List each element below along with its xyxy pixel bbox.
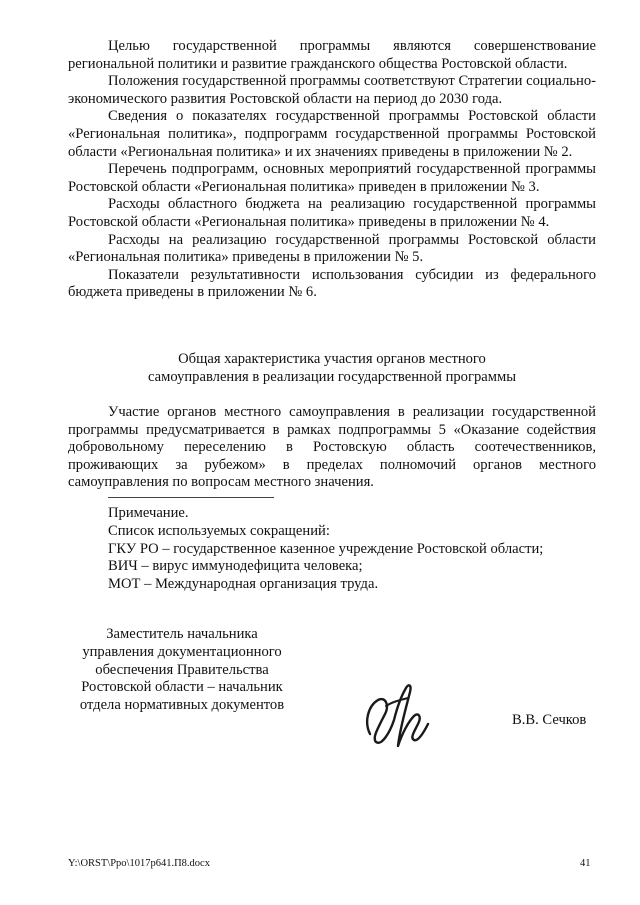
notes-title: Примечание. [108, 505, 189, 521]
page-number: 41 [580, 858, 591, 869]
position-line: Ростовской области – начальник [81, 679, 283, 696]
position-line: обеспечения Правительства [95, 661, 269, 678]
section-body [68, 404, 596, 492]
footer-file-path: Y:\ORST\Ppo\1017p641.П8.docx [68, 858, 210, 869]
position-line: отдела нормативных документов [79, 697, 285, 714]
abbreviations-title: Список используемых сокращений: [108, 522, 330, 539]
paragraph-indicators: Сведения о показателях государственной программы Ростовской области «Региональная политика», подпрограмм государственной программы Ростовской области «Региональная политика» и их значениях приведены в приложении № 2. [68, 108, 596, 160]
abbreviation-item: МОТ – Международная организация труда. [108, 576, 379, 593]
signer-name: В.В. Сечков [512, 712, 587, 728]
paragraph-goal: Целью государственной программы являются совершенствование региональной политики и развитие гражданского общества Ростовской области. [68, 38, 596, 72]
handwritten-signature [356, 676, 442, 752]
paragraph-subprograms: Перечень подпрограмм, основных мероприятий государственной программы Ростовской области «Региональная политика» приведен в приложении № 3. [68, 161, 596, 195]
paragraph-strategy: Положения государственной программы соответствуют Стратегии социально-экономического развития Ростовской области на период до 2030 года. [68, 73, 596, 107]
section-heading-line-2: самоуправления в реализации государственной программы [147, 369, 517, 385]
paragraph-local-government: Участие органов местного самоуправления в реализации государственной программы предусматривается в рамках подпрограммы 5 «Оказание содействия добровольному переселению в Ростовскую область соотечественников, проживающих за рубежом» в пределах полномочий органов местного самоуправления по вопросам местного значения. [68, 404, 596, 491]
signatory-position [54, 626, 310, 715]
paragraph-expenses: Расходы на реализацию государственной программы Ростовской области «Региональная политика» приведены в приложении № 5. [68, 231, 596, 266]
paragraph-subsidy: Показатели результативности использования субсидии из федерального бюджета приведены в приложении № 6. [68, 266, 596, 301]
footnote-divider [108, 497, 274, 498]
section-heading [68, 350, 596, 386]
body-text [68, 38, 596, 302]
section-heading-line-1: Общая характеристика участия органов местного [178, 351, 486, 367]
abbreviation-item: ВИЧ – вирус иммунодефицита человека; [108, 558, 363, 575]
position-line: Заместитель начальника [106, 626, 258, 642]
abbreviation-item: ГКУ РО – государственное казенное учреждение Ростовской области; [108, 540, 544, 557]
position-line: управления документационного [82, 643, 282, 660]
paragraph-regional-budget: Расходы областного бюджета на реализацию государственной программы Ростовской области «Региональная политика» приведены в приложении № 4. [68, 196, 596, 230]
notes-block [108, 505, 596, 594]
